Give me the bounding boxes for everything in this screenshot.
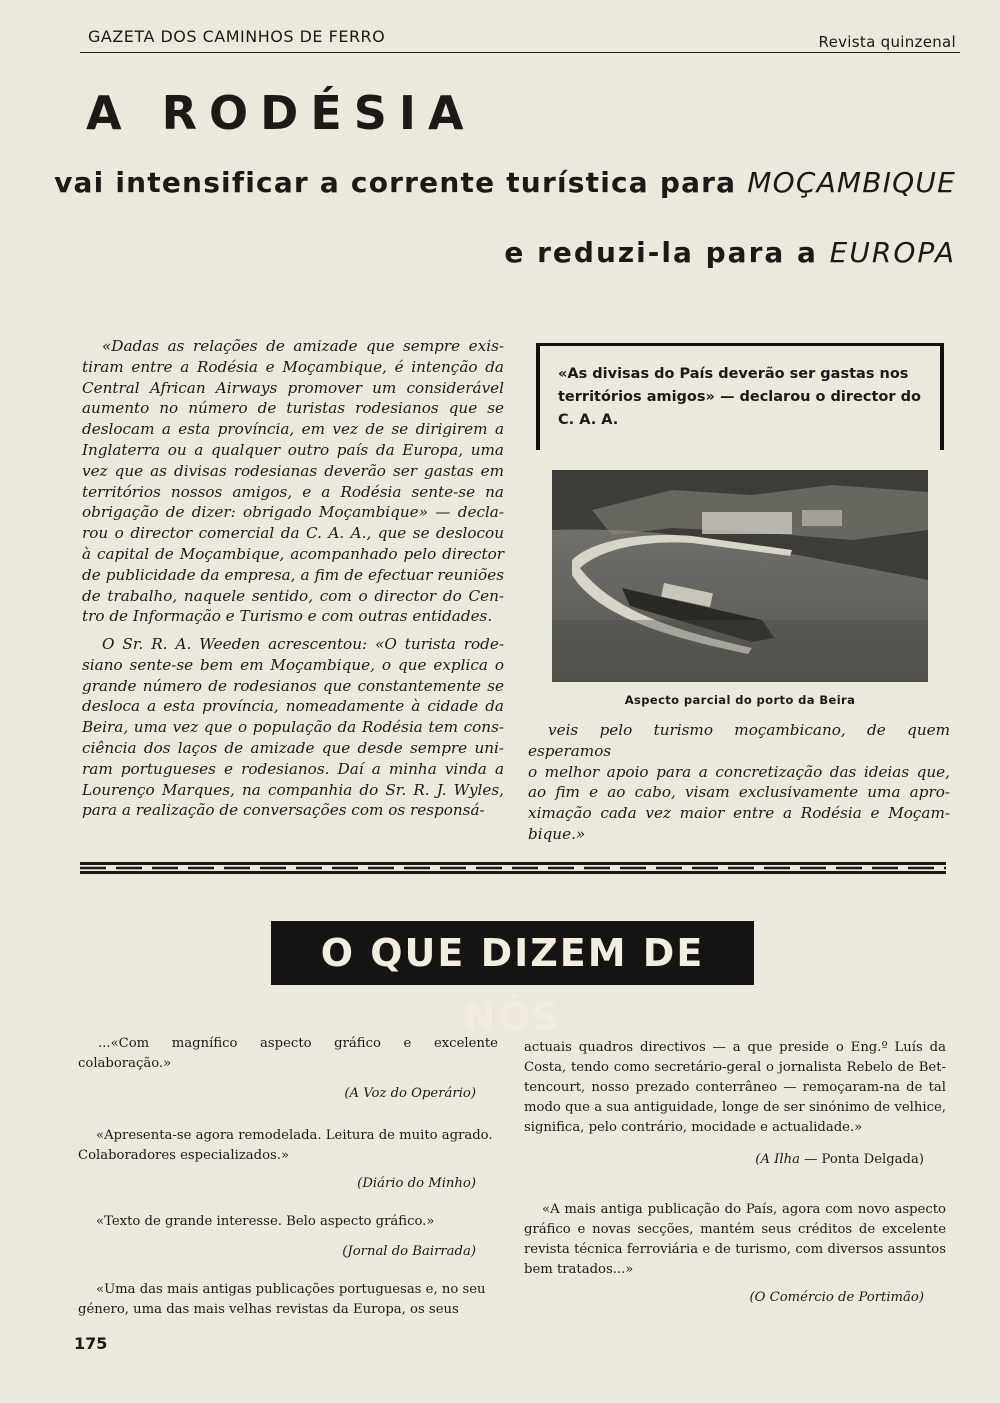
page-number: 175 [74,1334,108,1353]
article-paragraph-2 [82,634,504,821]
text-line: rou o director comercial da C. A. A., que se deslocou [82,524,504,543]
text-line: para a realização de conversações com os responsá- [82,801,485,820]
text-line: ao fim e ao cabo, visam exclusivamente uma apro- [528,783,950,802]
section-divider [80,860,946,876]
text-line: obrigação de dizer: obrigado Moçambique» — decla- [82,503,504,522]
article-subtitle-2 [504,236,956,269]
text-line: vez que as divisas rodesianas deverão ser gastas em [82,461,504,480]
text-line: tiram entre a Rodésia e Moçambique, é intenção da [82,357,504,376]
quote-a-ilha-line-1: «Uma das mais antigas publicações portuguesas e, no seu [96,1282,486,1297]
quote-a-ilha-continued [524,1038,946,1138]
text-line: Inglaterra ou a qualquer outro país da Europa, uma [82,440,504,459]
quote-diario-do-minho-line-1: «Apresenta-se agora remodelada. Leitura de muito agrado. [96,1128,493,1143]
text-line: tencourt, nosso prezado conterrâneo — remoçaram-na de tal [524,1080,946,1095]
text-line: Central African Airways promover um considerável [82,378,504,397]
text-line: C. A. A. [558,412,619,428]
quote-diario-do-minho-line-2: Colaboradores especializados.» [78,1148,290,1163]
text-line: territórios amigos» — declarou o director do [558,389,921,405]
text-line: significa, pelo contrário, mocidade e actualidade.» [524,1120,863,1135]
pullquote-text [558,363,928,432]
text-line: bem tratados...» [524,1262,634,1277]
text-line: bique.» [528,824,586,843]
text-line: à capital de Moçambique, acompanhado pelo director [82,544,504,563]
source-comercio-de-portimao: (O Comércio de Portimão) [749,1290,924,1305]
source-diario-do-minho: (Diário do Minho) [357,1176,476,1191]
header-rule [80,52,960,53]
text-line: ximação cada vez maior entre a Rodésia e Moçam- [528,804,950,823]
text-line: deslocam a esta província, em vez de se dirigirem a [82,420,504,439]
text-line: desloca a esta província, nomeadamente à cidade da [82,697,504,716]
text-line: O Sr. R. A. Weeden acrescentou: «O turista rode- [102,635,504,653]
quote-voz-do-operario: ...«Com magnífico aspecto gráfico e excelente colaboração.» [78,1036,498,1071]
text-line: o melhor apoio para a concretização das ideias que, [528,762,950,781]
source-jornal-do-bairrada: (Jornal do Bairrada) [342,1244,476,1259]
text-line: Beira, uma vez que o população da Rodésia tem cons- [82,718,504,737]
text-line: ciência dos laços de amizade que desde sempre uni- [82,738,504,757]
text-line: gráfico e novas secções, mantém seus créditos de excelente [524,1222,946,1237]
subtitle-2-text: e reduzi-la para a [504,236,818,269]
text-line: aumento no número de turistas rodesianos que se [82,399,504,418]
article-title: A RODÉSIA [86,86,476,140]
text-line: de publicidade da empresa, a fim de efectuar reuniões [82,565,504,584]
text-line: Lourenço Marques, na companhia do Sr. R. J. Wyles, [82,780,504,799]
text-line: revista técnica ferroviária e de turismo, com diversos assuntos [524,1242,946,1257]
quote-comercio-de-portimao [524,1200,946,1280]
text-line: «As divisas do País deverão ser gastas nos [558,366,909,382]
text-line: veis pelo turismo moçambicano, de quem esperamos [528,721,950,760]
text-line: actuais quadros directivos — a que preside o Eng.º Luís da [524,1040,946,1055]
text-line: grande número de rodesianos que constantemente se [82,676,504,695]
quotes-left-column [78,1034,498,1320]
text-line: ram portugueses e rodesianos. Daí a minha vinda a [82,759,504,778]
text-line: tro de Informação e Turismo e com outras entidades. [82,607,493,626]
port-photo [552,470,928,682]
source-a-ilha [524,1150,946,1170]
source-voz-do-operario: (A Voz do Operário) [344,1086,476,1101]
quotes-right-column [524,1038,946,1308]
text-line: modo que a sua antiguidade, longe de ser sinónimo de velhice, [524,1100,946,1115]
article-subtitle-1 [54,166,956,199]
article-paragraph-3 [528,720,950,845]
source-a-ilha-place: — Ponta Delgada) [799,1152,924,1167]
text-line: «A mais antiga publicação do País, agora com novo aspecto [542,1202,946,1217]
subtitle-1-text: vai intensificar a corrente turística para [54,166,737,199]
quote-a-ilha-line-2: género, uma das mais velhas revistas da Europa, os seus [78,1302,459,1317]
text-line: siano sente-se bem em Moçambique, o que explica o [82,655,504,674]
text-line: de trabalho, naquele sentido, com o director do Cen- [82,586,504,605]
running-header-title: GAZETA DOS CAMINHOS DE FERRO [88,27,386,46]
subtitle-2-emphasis: EUROPA [829,236,956,269]
section-banner: O QUE DIZEM DE NÓS [271,921,754,985]
photo-caption: Aspecto parcial do porto da Beira [624,693,856,707]
text-line: territórios nossos amigos, e a Rodésia sente-se na [82,482,504,501]
text-line: Costa, tendo como secretário-geral o jornalista Rebelo de Bet- [524,1060,946,1075]
running-header-subtitle: Revista quinzenal [818,33,956,51]
article-paragraph-1 [82,336,504,627]
subtitle-1-emphasis: MOÇAMBIQUE [747,166,956,199]
text-line: «Dadas as relações de amizade que sempre exis- [102,337,504,355]
quote-jornal-do-bairrada: «Texto de grande interesse. Belo aspecto gráfico.» [96,1214,435,1229]
source-a-ilha-name: (A Ilha [755,1152,800,1167]
